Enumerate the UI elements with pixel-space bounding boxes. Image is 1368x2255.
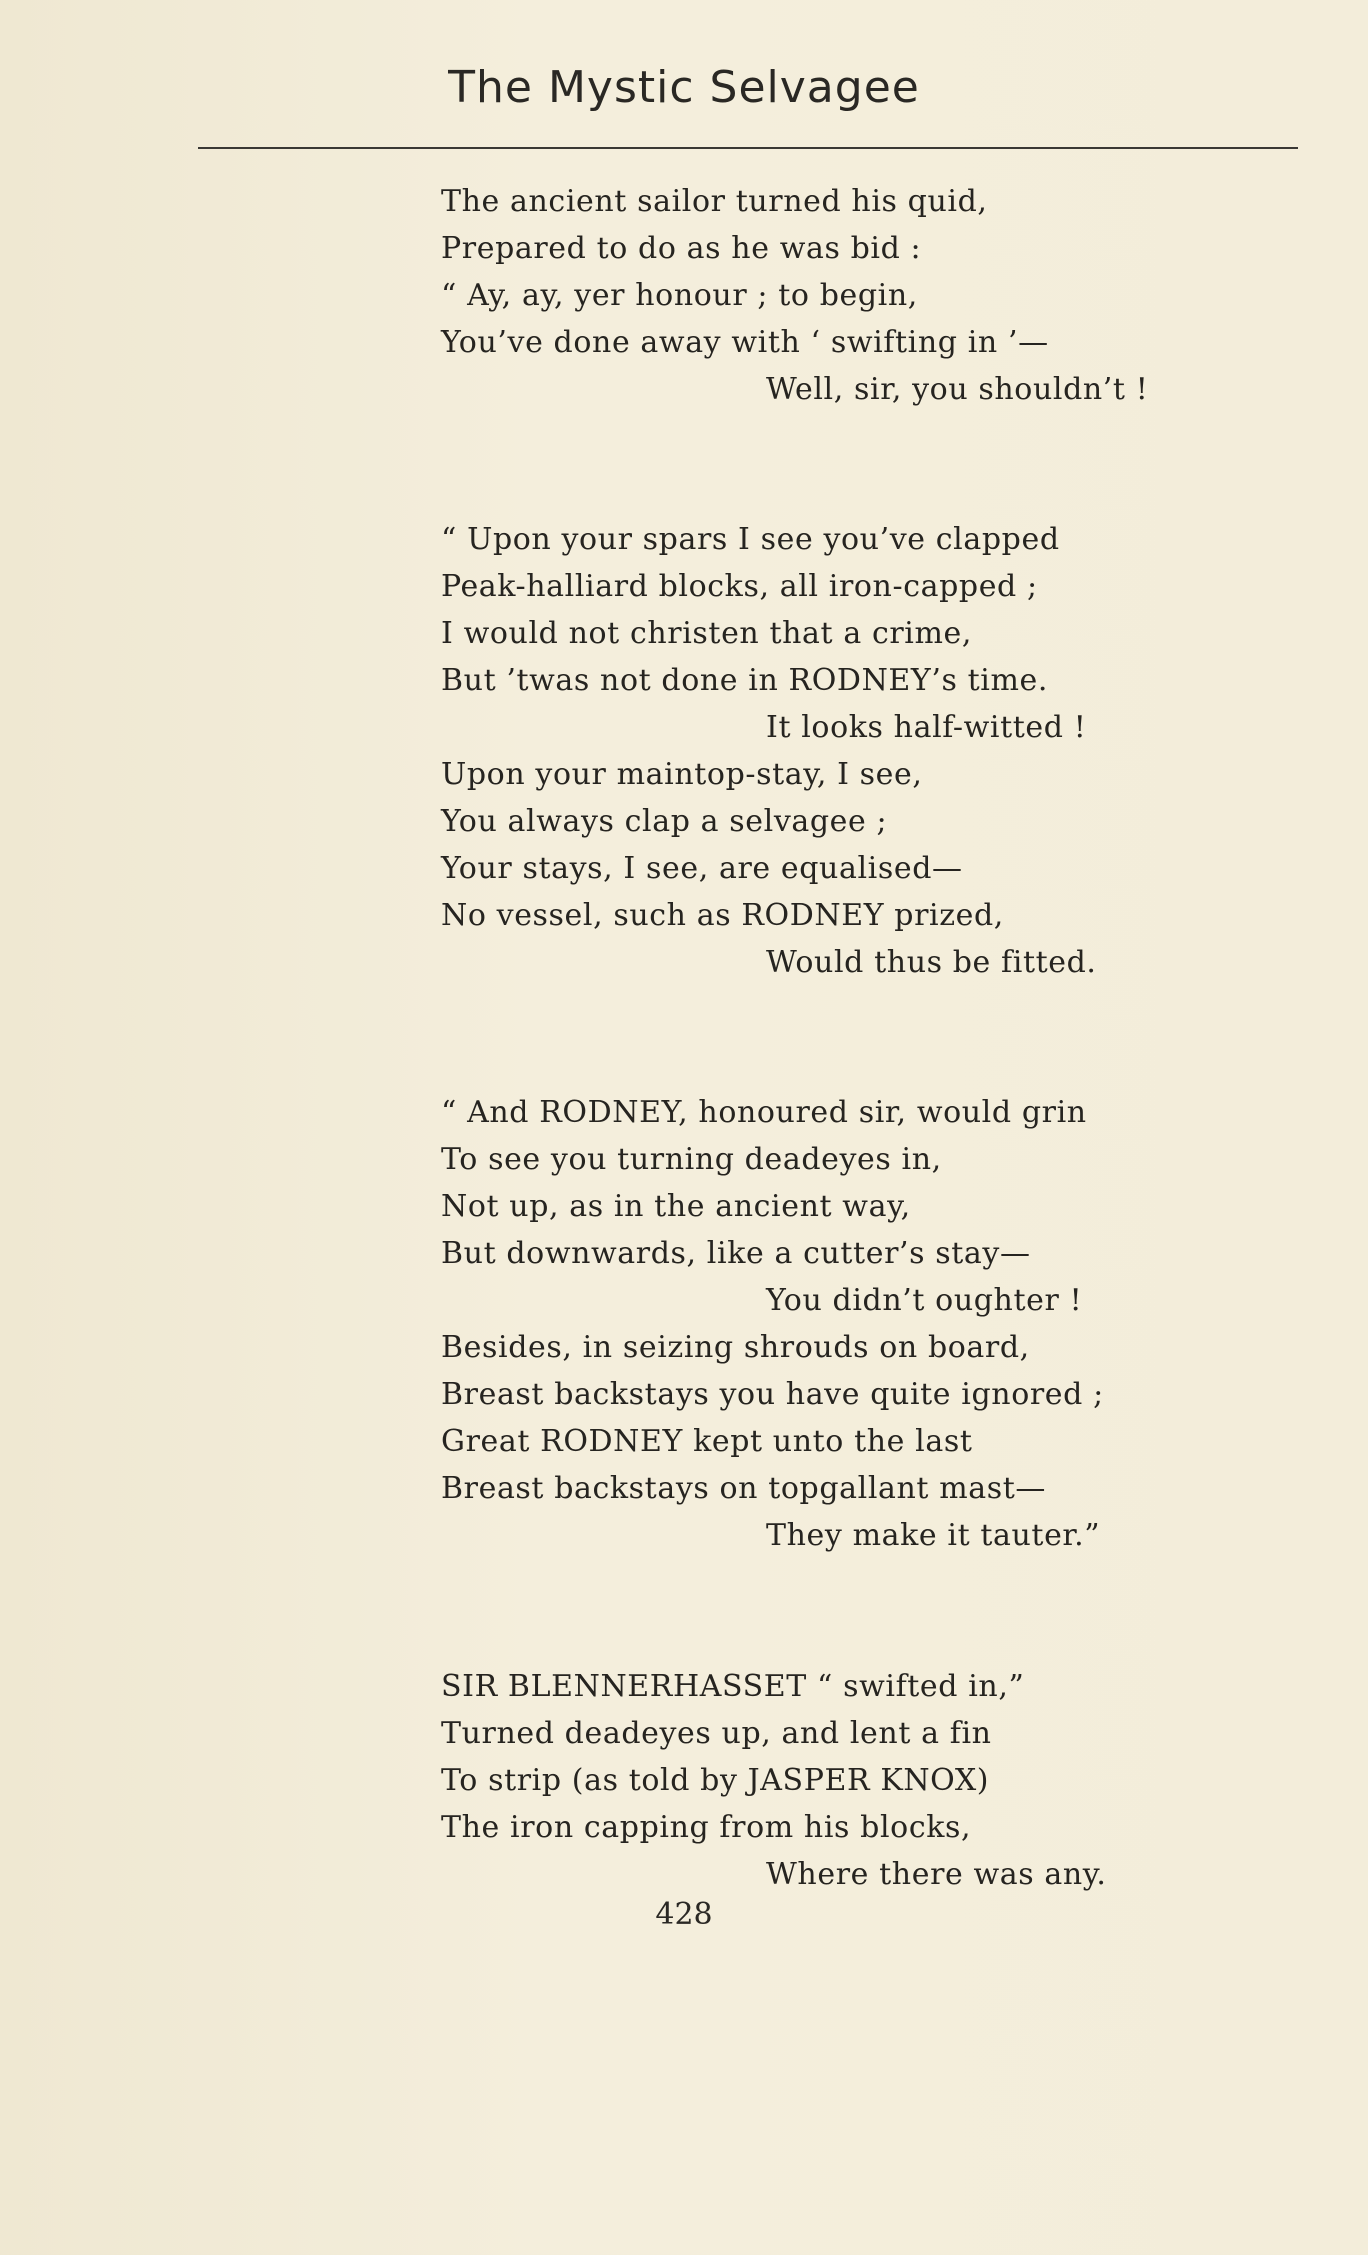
verse-line: You’ve done away with ‘ swifting in ’—	[441, 325, 1049, 360]
verse-line: You always clap a selvagee ;	[441, 804, 888, 839]
verse-line: The iron capping from his blocks,	[441, 1810, 972, 1845]
running-title: The Mystic Selvagee	[448, 62, 920, 113]
verse-line: Breast backstays on topgallant mast—	[441, 1471, 1047, 1506]
verse-line: Peak-halliard blocks, all iron-capped ;	[441, 569, 1038, 604]
verse-line: No vessel, such as RODNEY prized,	[441, 898, 1004, 933]
stanza-1	[441, 178, 1321, 413]
verse-line-refrain: Where there was any.	[766, 1857, 1107, 1892]
verse-line: To see you turning deadeyes in,	[441, 1142, 942, 1177]
verse-line: But ’twas not done in RODNEY’s time.	[441, 663, 1048, 698]
verse-line-refrain: It looks half-witted !	[766, 710, 1087, 745]
verse-line: But downwards, like a cutter’s stay—	[441, 1236, 1031, 1271]
stanza-3	[441, 1089, 1321, 1559]
verse-line: Turned deadeyes up, and lent a fin	[441, 1716, 992, 1751]
verse-line: Not up, as in the ancient way,	[441, 1189, 911, 1224]
verse-line: “ Ay, ay, yer honour ; to begin,	[441, 278, 918, 313]
stanza-4	[441, 1663, 1321, 1898]
verse-line: “ Upon your spars I see you’ve clapped	[441, 522, 1060, 557]
verse-line: Prepared to do as he was bid :	[441, 231, 922, 266]
verse-line-refrain: Well, sir, you shouldn’t !	[766, 372, 1149, 407]
verse-line: Great RODNEY kept unto the last	[441, 1424, 973, 1459]
verse-line: To strip (as told by JASPER KNOX)	[441, 1763, 990, 1798]
verse-line: I would not christen that a crime,	[441, 616, 973, 651]
verse-line-refrain: They make it tauter.”	[766, 1518, 1101, 1553]
verse-line: “ And RODNEY, honoured sir, would grin	[441, 1095, 1087, 1130]
stanza-2	[441, 516, 1321, 986]
verse-line-refrain: You didn’t oughter !	[766, 1283, 1083, 1318]
verse-line: The ancient sailor turned his quid,	[441, 184, 988, 219]
verse-line: Your stays, I see, are equalised—	[441, 851, 963, 886]
verse-line: Upon your maintop-stay, I see,	[441, 757, 923, 792]
verse-line: Breast backstays you have quite ignored ;	[441, 1377, 1104, 1412]
verse-line: SIR BLENNERHASSET “ swifted in,”	[441, 1669, 1025, 1704]
verse-line: Besides, in seizing shrouds on board,	[441, 1330, 1030, 1365]
header-rule	[198, 147, 1298, 149]
verse-line-refrain: Would thus be fitted.	[766, 945, 1097, 980]
page-number: 428	[655, 1897, 713, 1932]
